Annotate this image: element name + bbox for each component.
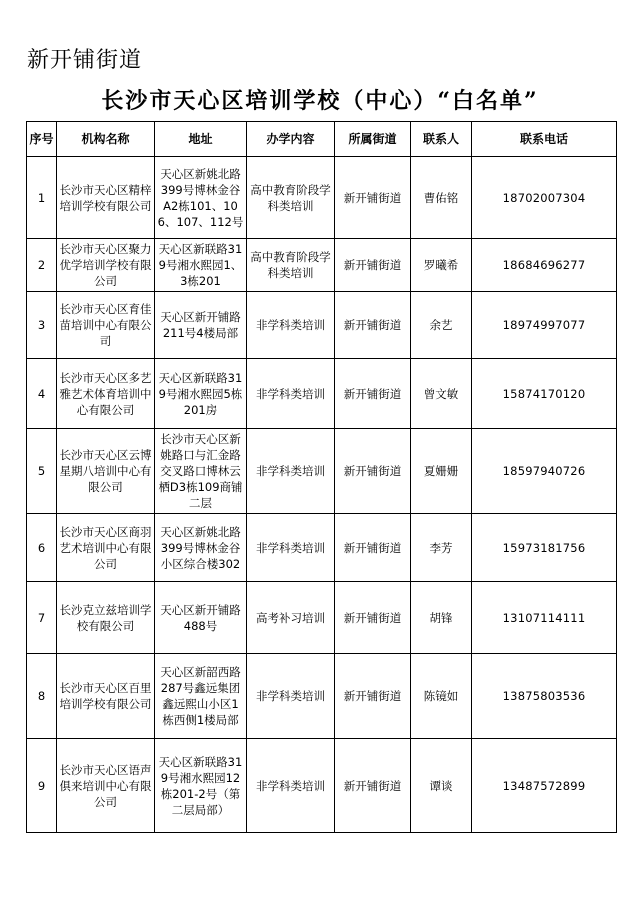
row-address: 天心区新开铺路211号4楼局部 <box>155 292 247 359</box>
row-seq: 1 <box>27 157 57 239</box>
row-seq: 8 <box>27 654 57 739</box>
row-content: 非学科类培训 <box>247 292 335 359</box>
row-seq: 3 <box>27 292 57 359</box>
table-row <box>27 292 617 359</box>
row-street: 新开铺街道 <box>335 739 411 833</box>
row-org-name: 长沙市天心区百里培训学校有限公司 <box>57 654 155 739</box>
row-content: 非学科类培训 <box>247 654 335 739</box>
row-org-name: 长沙市天心区语声俱来培训中心有限公司 <box>57 739 155 833</box>
row-street: 新开铺街道 <box>335 514 411 582</box>
row-address: 天心区新联路319号湘水熙园5栋201房 <box>155 359 247 429</box>
row-content: 非学科类培训 <box>247 359 335 429</box>
row-contact: 曾文敏 <box>411 359 472 429</box>
row-phone: 13875803536 <box>472 654 617 739</box>
header-org-name: 机构名称 <box>57 122 155 157</box>
row-content: 非学科类培训 <box>247 739 335 833</box>
row-address: 天心区新开铺路488号 <box>155 582 247 654</box>
header-contact: 联系人 <box>411 122 472 157</box>
row-org-name: 长沙市天心区聚力优学培训学校有限公司 <box>57 239 155 292</box>
row-street: 新开铺街道 <box>335 157 411 239</box>
row-content: 非学科类培训 <box>247 429 335 514</box>
header-content: 办学内容 <box>247 122 335 157</box>
table-row <box>27 429 617 514</box>
row-org-name: 长沙市天心区精梓培训学校有限公司 <box>57 157 155 239</box>
street-heading: 新开铺街道 <box>27 48 143 73</box>
table-row <box>27 359 617 429</box>
row-org-name: 长沙克立兹培训学校有限公司 <box>57 582 155 654</box>
header-street: 所属街道 <box>335 122 411 157</box>
row-street: 新开铺街道 <box>335 429 411 514</box>
row-seq: 7 <box>27 582 57 654</box>
row-street: 新开铺街道 <box>335 654 411 739</box>
row-street: 新开铺街道 <box>335 239 411 292</box>
row-contact: 谭谈 <box>411 739 472 833</box>
row-phone: 13107114111 <box>472 582 617 654</box>
row-contact: 夏姗姗 <box>411 429 472 514</box>
row-seq: 2 <box>27 239 57 292</box>
row-contact: 胡锋 <box>411 582 472 654</box>
row-org-name: 长沙市天心区云博星期八培训中心有限公司 <box>57 429 155 514</box>
table-row <box>27 654 617 739</box>
row-phone: 13487572899 <box>472 739 617 833</box>
row-contact: 李芳 <box>411 514 472 582</box>
row-address: 天心区新联路319号湘水熙园12栋201-2号（第二层局部） <box>155 739 247 833</box>
row-content: 高考补习培训 <box>247 582 335 654</box>
header-seq: 序号 <box>27 122 57 157</box>
table-row <box>27 582 617 654</box>
row-seq: 9 <box>27 739 57 833</box>
row-phone: 15874170120 <box>472 359 617 429</box>
row-contact: 陈镜如 <box>411 654 472 739</box>
row-address: 天心区新联路319号湘水熙园1、3栋201 <box>155 239 247 292</box>
row-street: 新开铺街道 <box>335 359 411 429</box>
whitelist-table <box>26 121 617 833</box>
row-seq: 4 <box>27 359 57 429</box>
row-address: 天心区新韶西路287号鑫远集团鑫远熙山小区1栋西侧1楼局部 <box>155 654 247 739</box>
row-content: 高中教育阶段学科类培训 <box>247 157 335 239</box>
row-seq: 6 <box>27 514 57 582</box>
row-content: 非学科类培训 <box>247 514 335 582</box>
table-row <box>27 739 617 833</box>
row-phone: 18597940726 <box>472 429 617 514</box>
row-street: 新开铺街道 <box>335 582 411 654</box>
row-contact: 曹佑铭 <box>411 157 472 239</box>
row-content: 高中教育阶段学科类培训 <box>247 239 335 292</box>
row-phone: 18974997077 <box>472 292 617 359</box>
row-org-name: 长沙市天心区多艺雅艺术体育培训中心有限公司 <box>57 359 155 429</box>
table-row <box>27 157 617 239</box>
table-row <box>27 239 617 292</box>
header-address: 地址 <box>155 122 247 157</box>
row-org-name: 长沙市天心区商羽艺术培训中心有限公司 <box>57 514 155 582</box>
row-address: 天心区新姚北路399号博林金谷小区综合楼302 <box>155 514 247 582</box>
row-seq: 5 <box>27 429 57 514</box>
row-phone: 15973181756 <box>472 514 617 582</box>
row-address: 天心区新姚北路399号博林金谷A2栋101、106、107、112号 <box>155 157 247 239</box>
row-org-name: 长沙市天心区育佳苗培训中心有限公司 <box>57 292 155 359</box>
row-contact: 余艺 <box>411 292 472 359</box>
table-row <box>27 514 617 582</box>
table-header-row <box>27 122 617 157</box>
row-phone: 18684696277 <box>472 239 617 292</box>
document-title: 长沙市天心区培训学校（中心）“白名单” <box>101 88 539 114</box>
row-street: 新开铺街道 <box>335 292 411 359</box>
row-address: 长沙市天心区新姚路口与汇金路交叉路口博林云栖D3栋109商铺二层 <box>155 429 247 514</box>
row-phone: 18702007304 <box>472 157 617 239</box>
row-contact: 罗曦希 <box>411 239 472 292</box>
header-phone: 联系电话 <box>472 122 617 157</box>
